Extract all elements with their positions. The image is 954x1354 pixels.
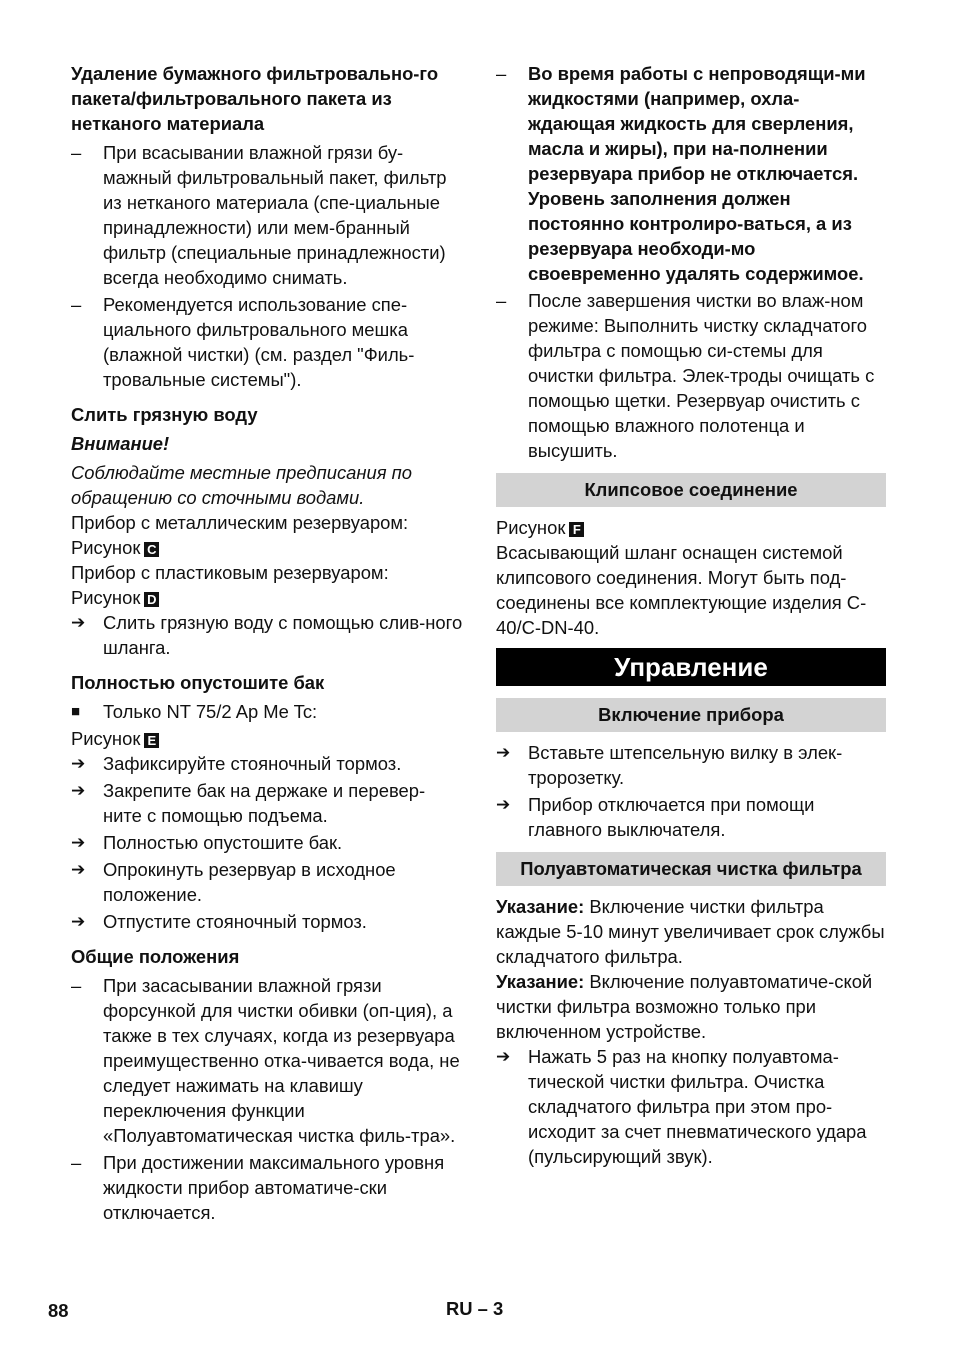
list-item bbox=[496, 792, 886, 842]
figure-label: Рисунок bbox=[71, 728, 141, 749]
list-item-text: Прибор отключается при помощи главного выключателя. bbox=[528, 794, 815, 840]
note-paragraph bbox=[496, 969, 886, 1044]
list-item-text: При засасывании влажной грязи форсункой для чистки обивки (оп-ция), а также в тех случаях, когда из резервуара преимущественно отка-чивается вода, не следует нажимать на клавишу переключения функции «Полуавтоматическая чистка филь-тра». bbox=[103, 975, 460, 1146]
note-text: Включение полуавтоматиче-ской чистки фильтра возможно только при включенном устройстве. bbox=[496, 971, 873, 1042]
list-item-text: После завершения чистки во влаж-ном режиме: Выполнить чистку складчатого фильтра с помощью си-стемы для очистки фильтра. Элек-троды очищать с помощью щетки. Резервуар очистить с помощью влажного полотенца и высушить. bbox=[528, 290, 875, 461]
figure-c-icon: C bbox=[144, 542, 159, 557]
arrow-icon: ➔ bbox=[496, 795, 511, 814]
arrow-icon: ➔ bbox=[496, 1047, 511, 1066]
list-item-text: Отпустите стояночный тормоз. bbox=[103, 911, 367, 932]
list-item-text: Зафиксируйте стояночный тормоз. bbox=[103, 753, 402, 774]
figure-reference bbox=[71, 535, 463, 560]
switch-on-heading: Включение прибора bbox=[496, 698, 886, 732]
dash-marker: – bbox=[71, 294, 82, 315]
dash-marker: – bbox=[71, 1152, 82, 1173]
list-item bbox=[71, 1150, 463, 1225]
list-item bbox=[496, 740, 886, 790]
arrow-icon: ➔ bbox=[71, 912, 86, 931]
list-item bbox=[71, 830, 463, 855]
attention-label: Внимание! bbox=[71, 433, 170, 454]
note-text: Включение чистки фильтра каждые 5-10 минут увеличивает срок службы складчатого фильтра. bbox=[496, 896, 885, 967]
arrow-icon: ➔ bbox=[496, 743, 511, 762]
arrow-icon: ➔ bbox=[71, 860, 86, 879]
dash-marker: – bbox=[71, 975, 82, 996]
list-item-text: Рекомендуется использование спе-циального фильтровального мешка (влажной чистки) (см. раздел "Филь-тровальные системы"). bbox=[103, 294, 415, 390]
list-item bbox=[496, 1044, 886, 1169]
page-number: 88 bbox=[48, 1300, 69, 1321]
figure-reference bbox=[71, 726, 463, 751]
list-item bbox=[71, 909, 463, 934]
list-item-text: При всасывании влажной грязи бу-мажный фильтровальный пакет, фильтр из нетканого материала (спе-циальные принадлежности) или мем-бранный фильтр (специальные принадлежности) всегда необходимо снимать. bbox=[103, 142, 447, 288]
arrow-icon: ➔ bbox=[71, 613, 86, 632]
plastic-tank-text: Прибор с пластиковым резервуаром: bbox=[71, 562, 389, 583]
list-item bbox=[71, 699, 463, 724]
figure-label: Рисунок bbox=[71, 537, 141, 558]
figure-label: Рисунок bbox=[496, 517, 566, 538]
list-item bbox=[71, 778, 463, 828]
list-item bbox=[71, 751, 463, 776]
figure-reference bbox=[496, 515, 886, 540]
metal-tank-text: Прибор с металлическим резервуаром: bbox=[71, 512, 409, 533]
clip-connection-text: Всасывающий шланг оснащен системой клипсового соединения. Могут быть под-соединены все комплектующие изделия C-40/C-DN-40. bbox=[496, 542, 867, 638]
arrow-icon: ➔ bbox=[71, 833, 86, 852]
list-item bbox=[496, 61, 886, 286]
figure-e-icon: E bbox=[144, 733, 159, 748]
square-bullet-icon: ■ bbox=[71, 703, 81, 720]
semi-auto-filter-heading: Полуавтоматическая чистка фильтра bbox=[496, 852, 886, 886]
note-paragraph bbox=[496, 894, 886, 969]
dash-marker: – bbox=[496, 63, 507, 84]
list-item bbox=[496, 288, 886, 463]
list-item-text: При достижении максимального уровня жидкости прибор автоматиче-ски отключается. bbox=[103, 1152, 445, 1223]
list-item bbox=[71, 292, 463, 392]
list-item-text: Слить грязную воду с помощью слив-ного шланга. bbox=[103, 612, 463, 658]
paper-bag-heading: Удаление бумажного фильтровально-го пакета/фильтровального пакета из нетканого материала bbox=[71, 63, 439, 134]
list-item-text: Вставьте штепсельную вилку в элек-тророзетку. bbox=[528, 742, 843, 788]
general-heading: Общие положения bbox=[71, 946, 240, 967]
right-column bbox=[496, 61, 886, 1171]
drain-heading: Слить грязную воду bbox=[71, 404, 258, 425]
list-item bbox=[71, 973, 463, 1148]
list-item-text: Опрокинуть резервуар в исходное положение. bbox=[103, 859, 396, 905]
list-item-text: Нажать 5 раз на кнопку полуавтома-тической чистки фильтра. Очистка складчатого фильтра при этом про-исходит за счет пневматического удара (пульсирующий звук). bbox=[528, 1046, 867, 1167]
list-item bbox=[71, 857, 463, 907]
empty-tank-heading: Полностью опустошите бак bbox=[71, 672, 325, 693]
arrow-icon: ➔ bbox=[71, 754, 86, 773]
list-item bbox=[71, 610, 463, 660]
list-item-text: Закрепите бак на держаке и перевер-ните с помощью подъема. bbox=[103, 780, 426, 826]
warning-text: Во время работы с непроводящи-ми жидкостями (например, охла-ждающая жидкость для сверления, масла и жиры), при на-полнении резервуара прибор не отключается. Уровень заполнения должен постоянно контролиро-ваться, а из резервуара необходи-мо своевременно удалять содержимое. bbox=[528, 63, 866, 284]
operation-heading: Управление bbox=[496, 648, 886, 686]
list-item-text: Только NT 75/2 Ap Me Tc: bbox=[103, 701, 318, 722]
note-label: Указание: bbox=[496, 896, 585, 917]
arrow-icon: ➔ bbox=[71, 781, 86, 800]
dash-marker: – bbox=[496, 290, 507, 311]
attention-text: Соблюдайте местные предписания по обращению со сточными водами. bbox=[71, 462, 412, 508]
clip-connection-heading: Клипсовое соединение bbox=[496, 473, 886, 507]
figure-f-icon: F bbox=[569, 522, 584, 537]
list-item-text: Полностью опустошите бак. bbox=[103, 832, 343, 853]
list-item bbox=[71, 140, 463, 290]
figure-label: Рисунок bbox=[71, 587, 141, 608]
figure-reference bbox=[71, 585, 463, 610]
note-label: Указание: bbox=[496, 971, 585, 992]
footer-section-page: RU – 3 bbox=[446, 1298, 504, 1319]
left-column bbox=[71, 61, 463, 1227]
dash-marker: – bbox=[71, 142, 82, 163]
figure-d-icon: D bbox=[144, 592, 159, 607]
